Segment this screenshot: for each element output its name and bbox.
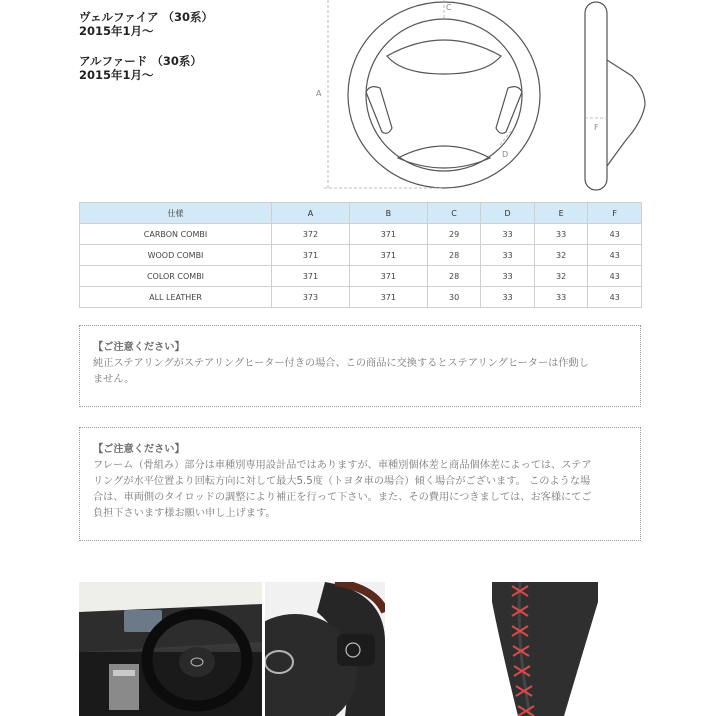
table-row (80, 224, 642, 245)
table-cell: ALL LEATHER (80, 287, 272, 308)
table-row (80, 245, 642, 266)
column-header: F (588, 203, 642, 224)
table-cell: 43 (588, 245, 642, 266)
table-cell: 33 (481, 287, 535, 308)
table-cell: 28 (427, 266, 481, 287)
wheel-outer-rim (348, 2, 540, 188)
table-cell: CARBON COMBI (80, 224, 272, 245)
table-cell: 372 (272, 224, 350, 245)
model-name: ヴェルファイア （30系） (79, 10, 213, 24)
wheel-side-view (585, 2, 645, 190)
table-cell: COLOR COMBI (80, 266, 272, 287)
table-row (80, 266, 642, 287)
dimension-c-label: C (446, 3, 452, 12)
table-cell: 371 (272, 266, 350, 287)
table-cell: 371 (349, 224, 427, 245)
stitch-illustration (490, 582, 602, 716)
wheel-inner-rim (366, 19, 522, 171)
notice-line: 合は、車両側のタイロッドの調整により補正を行って下さい。また、その費用につきましては、お客様にてご (93, 492, 592, 503)
table-cell: 371 (349, 266, 427, 287)
table-cell: 33 (534, 224, 588, 245)
table-cell: WOOD COMBI (80, 245, 272, 266)
notice-line: ません。 (93, 374, 135, 385)
table-cell: 43 (588, 266, 642, 287)
notice-title: 【ご注意ください】 (93, 444, 185, 455)
side-rim (585, 2, 607, 190)
table-cell: 32 (534, 266, 588, 287)
notice-line: フレーム（骨組み）部分は車種別専用設計品ではありますが、車種別個体差と商品個体差によっては、ステア (93, 460, 592, 471)
table-cell: 43 (588, 287, 642, 308)
model-item (79, 54, 213, 82)
interior-photo (79, 582, 262, 716)
table-cell: 29 (427, 224, 481, 245)
table-cell: 43 (588, 224, 642, 245)
column-header: E (534, 203, 588, 224)
table-cell: 371 (272, 245, 350, 266)
table-cell: 373 (272, 287, 350, 308)
steering-wheel-diagram (300, 0, 660, 195)
table-cell: 33 (481, 266, 535, 287)
column-header: C (427, 203, 481, 224)
notice-title: 【ご注意ください】 (93, 342, 185, 353)
side-hub (607, 60, 645, 166)
table-cell: 371 (349, 245, 427, 266)
wheel-hub-photo (265, 582, 385, 716)
column-header: B (349, 203, 427, 224)
table-cell: 371 (349, 287, 427, 308)
table-cell: 33 (481, 245, 535, 266)
model-date: 2015年1月〜 (79, 24, 154, 38)
notice-line: リングが水平位置より回転方向に対して最大5.5度（トヨタ車の場合）傾く場合がございます。 このような場 (93, 476, 591, 487)
table-cell: 28 (427, 245, 481, 266)
column-header: A (272, 203, 350, 224)
spec-table (79, 202, 642, 308)
interior-illustration (79, 582, 262, 716)
table-cell: 33 (534, 287, 588, 308)
model-list (79, 10, 213, 98)
dimension-d-label: D (502, 150, 509, 159)
column-header: 仕様 (80, 203, 272, 224)
table-cell: 32 (534, 245, 588, 266)
wheel-top-opening (387, 40, 501, 74)
model-name: アルファード （30系） (79, 54, 202, 68)
column-header: D (481, 203, 535, 224)
dimension-a-label: A (316, 89, 322, 98)
model-date: 2015年1月〜 (79, 68, 154, 82)
table-row (80, 287, 642, 308)
table-cell: 33 (481, 224, 535, 245)
notice-line: 純正ステアリングがステアリングヒーター付きの場合、この商品に交換するとステアリングヒーターは作動し (93, 358, 589, 369)
table-header-row (80, 203, 642, 224)
wheel-left-opening (366, 87, 392, 134)
leather-stitch-photo (490, 582, 602, 716)
hub-illustration (265, 582, 385, 716)
model-item (79, 10, 213, 38)
dimension-f-label: F (594, 123, 599, 132)
table-cell: 30 (427, 287, 481, 308)
notice-line: 負担下さいます様お願い申し上げます。 (93, 508, 276, 519)
wheel-right-opening (496, 87, 522, 134)
notice-box (79, 427, 641, 541)
notice-box (79, 325, 641, 407)
